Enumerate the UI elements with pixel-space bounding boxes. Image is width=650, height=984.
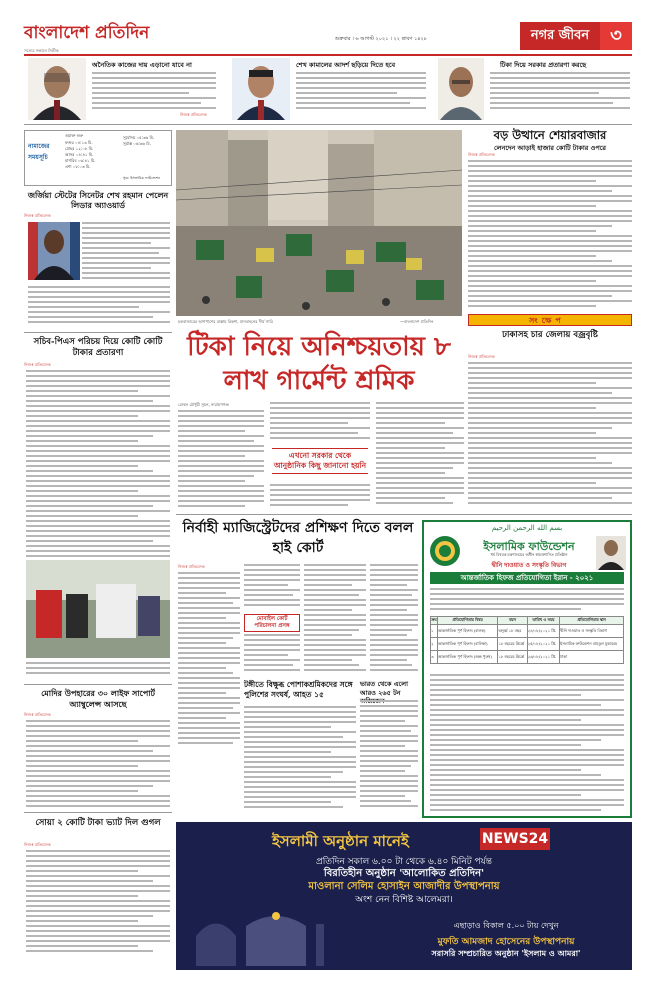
news24-ad: ইসলামী অনুষ্ঠান মানেই NEWS24 প্রতিদিন সকাল ৬.০০ টা থেকে ৬.৪০ মিনিট পর্যন্ত বিরতিহীন অনুষ্ঠান 'আলোকিত প্রতিদিন' মাওলানা সেলিম হোসাইন আজাদীর উপস্থাপনায় অংশ নেন বিশিষ্ট আলেমরা। এছাড়াও বিকাল ৫.০০ টায় দেখুন মুফতি আমজাদ হোসেনের উপস্থাপনায় সরাসরি সম্প্রচারিত অনুষ্ঠান 'ইসলাম ও আমরা' — [176, 822, 632, 970]
dhaka-weather-headline: ঢাকাসহ চার জেলায় বজ্রবৃষ্টি — [502, 330, 598, 340]
top-story-2-title: শেখ কামালের আদর্শ ছড়িয়ে দিতে হবে — [296, 61, 396, 69]
top-story-1-title: অনৈতিক কাজের দায় এড়ানো যাবে না — [92, 61, 192, 69]
oxygen-headline: ভারত থেকে এলো আরও ২৬৫ টন — [360, 680, 408, 697]
news24-title: ইসলামী অনুষ্ঠান মানেই — [272, 832, 409, 850]
award-headline: জর্জিয়া স্টেটের সিনেটর শেখ রহমান পেলেন লিডার অ্যাওয়ার্ড — [27, 190, 169, 210]
photo-portrait-1 — [28, 58, 86, 120]
photo-portrait-2 — [232, 58, 290, 120]
lead-pull-quote: এখনো সরকার থেকে আনুষ্ঠানিক কিছু জানানো হয়নি — [272, 448, 368, 474]
sankhepe-bar — [468, 314, 632, 326]
masthead-logo — [24, 20, 149, 55]
photo-award-senator — [28, 222, 80, 280]
ad-schedule-table: ক্রম প্রতিযোগিতার বিষয় বয়স তারিখ ও সময় প্রতিযোগিতার স্থান ১ আন্তর্জাতিক পূর্ণ হিফজ (বালক) অনূর্ধ্ব ১৮ বছর ২৪/০৮/২০২১ খ্রি. দ্বীনি দাওয়াত ও সংস্কৃতি বিভাগ ২ আন্তর্জাতিক পূর্ণ হিফজ (বালিকা) ১৮ বছরের ঊর্ধ্বে ২৫/০৮/২০২১ খ্রি. ইসলামিক ফাউন্ডেশন বায়তুল মুকাররম ৩ আন্তর্জাতিক পূর্ণ হিফজ (অন্ধ পুরুষ) ১৮ বছরের ঊর্ধ্বে ২৬/০৮/২০২১ খ্রি. ঢাকা — [430, 616, 624, 664]
ad-title: আন্তর্জাতিক হিফজ প্রতিযোগিতা ইরান - ২০২১ — [430, 572, 624, 584]
page-number: ৩ — [600, 22, 632, 50]
tongi-headline: টঙ্গীতে বিক্ষুব্ধ পোশাকশ্রমিকদের সঙ্গে পুলিশের সংঘর্ষ, আহত ১৫ — [244, 680, 353, 699]
prayer-header: ওয়াক্ত শুরু — [65, 133, 84, 138]
table-row: ৩ আন্তর্জাতিক পূর্ণ হিফজ (অন্ধ পুরুষ) ১৮ বছরের ঊর্ধ্বে ২৬/০৮/২০২১ খ্রি. ঢাকা — [431, 651, 624, 664]
table-row: ১ আন্তর্জাতিক পূর্ণ হিফজ (বালক) অনূর্ধ্ব ১৮ বছর ২৪/০৮/২০২১ খ্রি. দ্বীনি দাওয়াত ও সংস্কৃতি বিভাগ — [431, 625, 624, 638]
main-photo-credit: —বাংলাদেশ প্রতিদিন — [400, 319, 434, 324]
section-title: নগর জীবন — [520, 22, 600, 50]
news24-channel-logo: NEWS24 — [480, 828, 550, 850]
brand-tagline: সত্যের সন্ধানে নির্ভীক — [24, 48, 59, 53]
mobile-court-box: মোবাইল কোর্ট পরিচালনা প্রসঙ্গ — [244, 614, 300, 632]
prayer-times-box: নামাজের সময়সূচি ওয়াক্ত শুরু ফজর ০৪:১৩ মি. যোহর ১২:০৮ মি. আসর ০৪:৪১ মি. মাগরিব ০৬:৪১ মি. এশা ০৮:০৩ মি. সূর্যোদয় ০৫:৩৬ মি. সূর্যাস্ত ০৬:৩৬ মি. সূত্র: ইসলামিক ফাউন্ডেশন — [24, 130, 172, 186]
brand-name: বাংলাদেশ প্রতিদিন — [24, 23, 150, 43]
ad-org-sub: ধর্ম বিষয়ক মন্ত্রণালয়ের অধীন স্বায়ত্তশাসিত প্রতিষ্ঠান — [490, 552, 568, 557]
top-story-3-title: টিকা দিয়ে সরকার প্রতারণা করছে — [500, 61, 587, 69]
modi-headline: মোদির উপহারের ৩০ লাইফ সাপোর্ট অ্যাম্বুলেন্স আসছে — [41, 688, 155, 709]
photo-portrait-3 — [438, 58, 484, 120]
prayer-title: নামাজের সময়সূচি — [28, 143, 50, 161]
ad-bismillah: بسم الله الرحمن الرحيم — [491, 524, 563, 532]
vat-headline: সোয়া ২ কোটি টাকা ভ্যাট দিল গুগল — [35, 818, 161, 828]
masthead-date: শুক্রবার । ৬ আগস্ট ২০২১ । ২২ শ্রাবণ ১৪২৮ — [335, 36, 428, 42]
table-row: ২ আন্তর্জাতিক পূর্ণ হিফজ (বালিকা) ১৮ বছরের ঊর্ধ্বে ২৫/০৮/২০২১ খ্রি. ইসলামিক ফাউন্ডেশন বায়তুল মুকাররম — [431, 638, 624, 651]
share-market-sub: লেনদেন আড়াই হাজার কোটি টাকার ওপরে — [494, 144, 606, 152]
ad-dept: দ্বীনি দাওয়াত ও সংস্কৃতি বিভাগ — [491, 562, 567, 569]
share-market-headline: বড় উত্থানে শেয়ারবাজার — [493, 128, 607, 142]
photo-ambulance — [26, 560, 170, 658]
magistrate-headline: নির্বাহী ম্যাজিস্ট্রেটদের প্রশিক্ষণ দিতে বলল হাই কোর্ট — [182, 520, 414, 556]
ad-portrait — [596, 536, 626, 570]
sankhepe-label: সংক্ষেপ — [529, 316, 565, 325]
sachib-headline: সচিব-পিএস পরিচয় দিয়ে কোটি কোটি টাকার প্রতারণা — [33, 337, 163, 358]
ad-logo — [430, 536, 460, 566]
ad-org-name: ইসলামিক ফাউন্ডেশন — [483, 540, 575, 553]
lead-byline: রোকন চৌধুরী সুমন, নারায়ণগঞ্জ — [178, 402, 229, 407]
top-story-1-byline: নিজস্ব প্রতিবেদক — [180, 112, 207, 117]
lead-headline: টিকা নিয়ে অনিশ্চয়তায় ৮ লাখ গার্মেন্ট শ্রমিক — [187, 332, 451, 396]
main-photo-caption: চকবাজারের আশপাশের রাস্তায় রিকশা, যানবাহনের দীর্ঘ সারি — [178, 319, 273, 324]
main-photo-traffic — [176, 130, 462, 316]
ifa-ad — [422, 520, 632, 818]
